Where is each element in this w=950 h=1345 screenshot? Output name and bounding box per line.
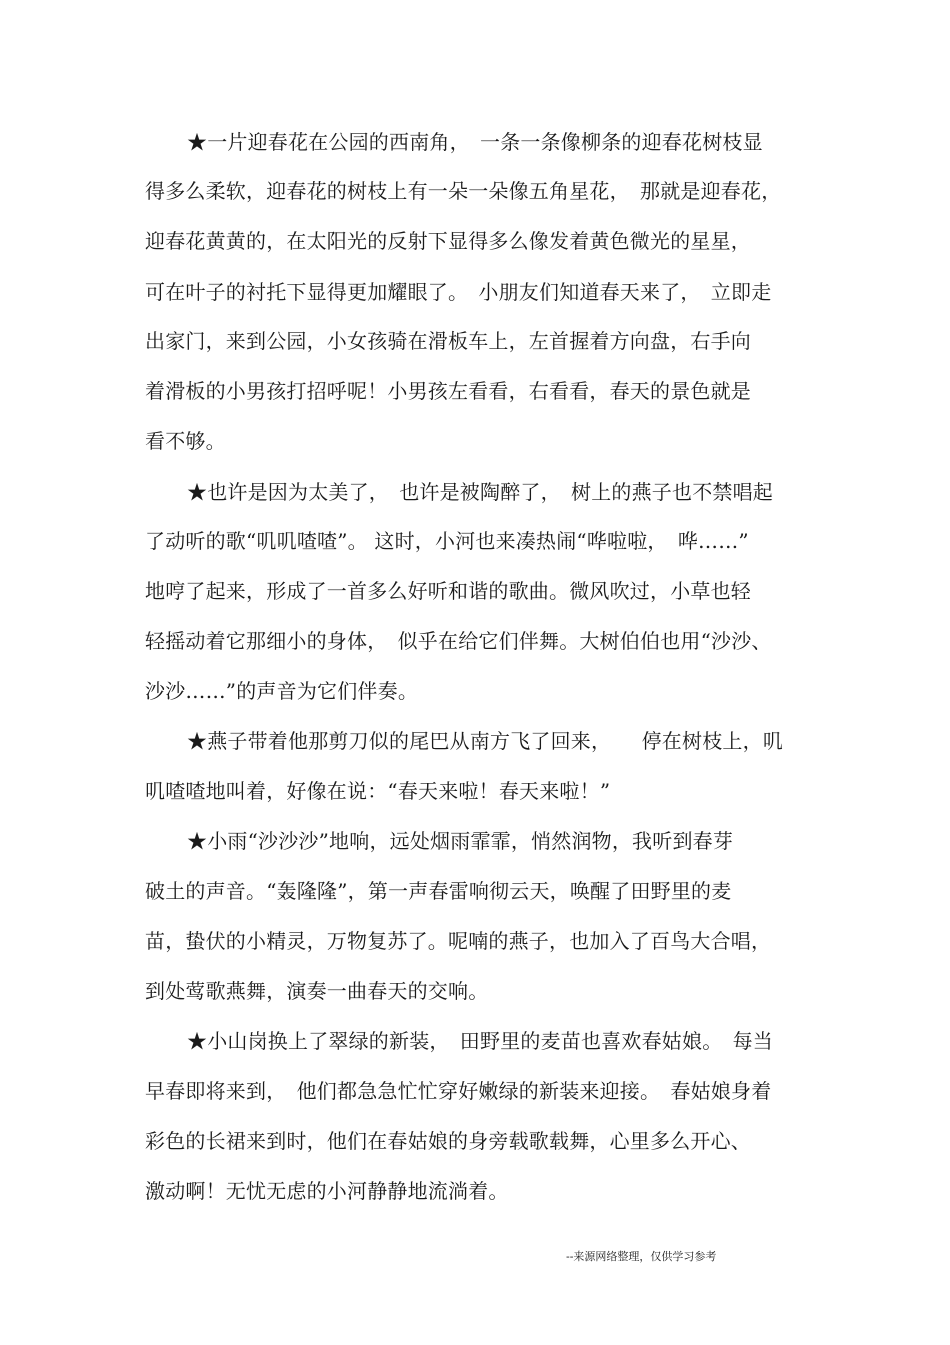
paragraph-1-line-7: 看不够。 bbox=[145, 429, 226, 453]
paragraph-3-line-2: 叽喳喳地叫着，好像在说：“春天来啦！春天来啦！” bbox=[145, 779, 611, 803]
paragraph-1-line-6: 着滑板的小男孩打招呼呢！小男孩左看看，右看看，春天的景色就是 bbox=[145, 379, 751, 403]
paragraph-1-line-2: 得多么柔软，迎春花的树枝上有一朵一朵像五角星花， 那就是迎春花， bbox=[145, 179, 782, 203]
paragraph-2-line-2: 了动听的歌“叽叽喳喳”。 这时，小河也来凑热闹“哗啦啦， 哗……” bbox=[145, 529, 749, 553]
source-footer: --来源网络整理，仅供学习参考 bbox=[566, 1250, 717, 1263]
paragraph-3-line-1: ★燕子带着他那剪刀似的尾巴从南方飞了回来， 停在树枝上，叽 bbox=[187, 729, 783, 753]
paragraph-2-line-1: ★也许是因为太美了， 也许是被陶醉了， 树上的燕子也不禁唱起 bbox=[187, 480, 773, 504]
paragraph-5-line-2: 早春即将来到， 他们都急急忙忙穿好嫩绿的新装来迎接。 春姑娘身着 bbox=[145, 1079, 772, 1103]
paragraph-5-line-1: ★小山岗换上了翠绿的新装， 田野里的麦苗也喜欢春姑娘。 每当 bbox=[187, 1029, 773, 1053]
paragraph-1-line-1: ★一片迎春花在公园的西南角， 一条一条像柳条的迎春花树枝显 bbox=[187, 130, 763, 154]
paragraph-4-line-2: 破土的声音。“轰隆隆”，第一声春雷响彻云天，唤醒了田野里的麦 bbox=[145, 879, 732, 903]
paragraph-1-line-4: 可在叶子的衬托下显得更加耀眼了。 小朋友们知道春天来了， 立即走 bbox=[145, 280, 772, 304]
paragraph-4-line-3: 苗，蛰伏的小精灵，万物复苏了。呢喃的燕子，也加入了百鸟大合唱， bbox=[145, 929, 772, 953]
paragraph-2-line-5: 沙沙……”的声音为它们伴奏。 bbox=[145, 679, 419, 703]
paragraph-1-line-3: 迎春花黄黄的，在太阳光的反射下显得多么像发着黄色微光的星星， bbox=[145, 229, 751, 253]
paragraph-5-line-4: 激动啊！无忧无虑的小河静静地流淌着。 bbox=[145, 1179, 509, 1203]
paragraph-2-line-3: 地哼了起来，形成了一首多么好听和谐的歌曲。微风吹过，小草也轻 bbox=[145, 579, 751, 603]
paragraph-4-line-1: ★小雨“沙沙沙”地响，远处烟雨霏霏，悄然润物，我听到春芽 bbox=[187, 829, 734, 853]
paragraph-1-line-5: 出家门，来到公园，小女孩骑在滑板车上，左首握着方向盘，右手向 bbox=[145, 329, 751, 353]
paragraph-2-line-4: 轻摇动着它那细小的身体， 似乎在给它们伴舞。大树伯伯也用“沙沙、 bbox=[145, 629, 772, 653]
paragraph-5-line-3: 彩色的长裙来到时，他们在春姑娘的身旁载歌载舞，心里多么开心、 bbox=[145, 1129, 751, 1153]
paragraph-4-line-4: 到处莺歌燕舞，演奏一曲春天的交响。 bbox=[145, 979, 489, 1003]
